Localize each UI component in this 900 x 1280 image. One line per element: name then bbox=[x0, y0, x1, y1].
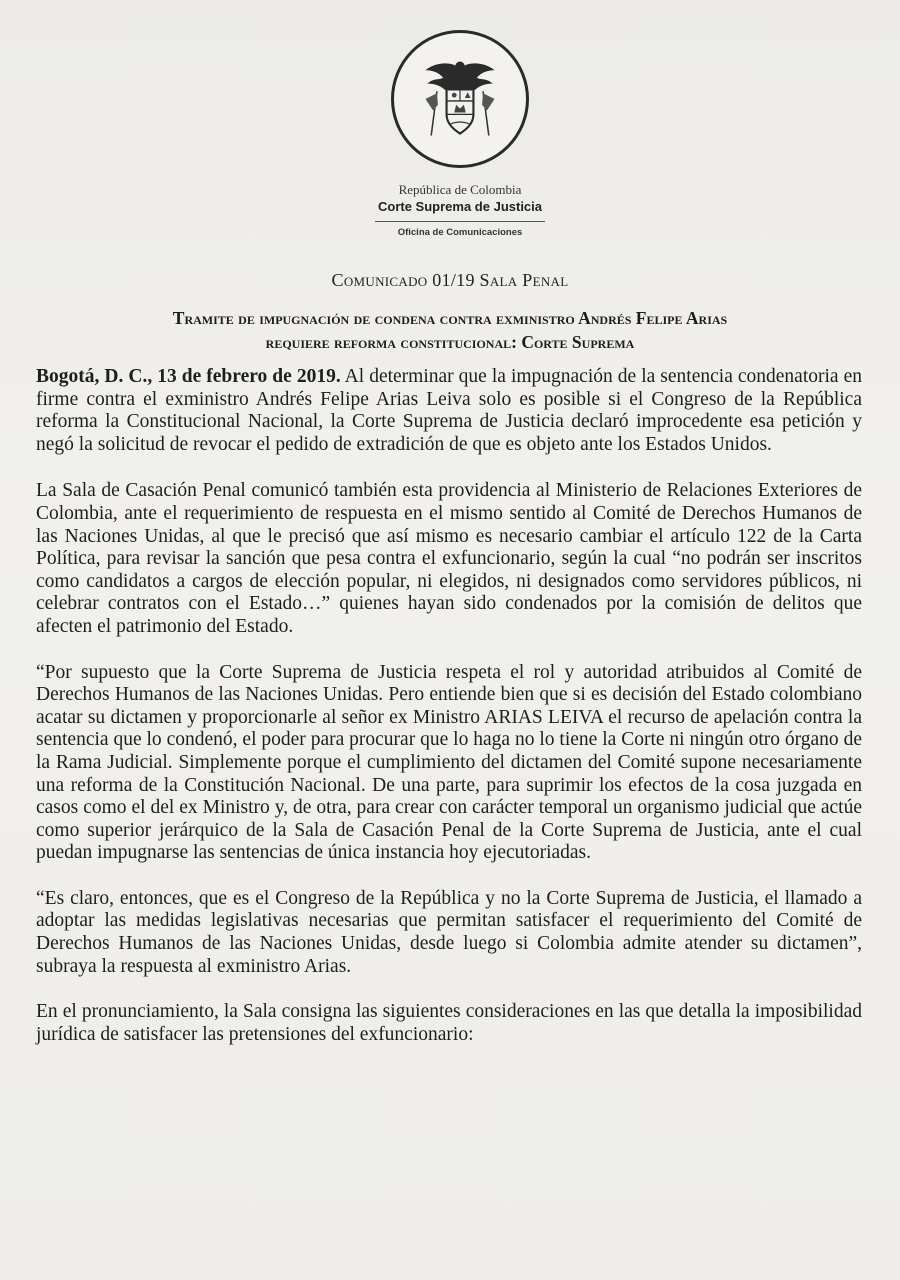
paragraph-2: La Sala de Casación Penal comunicó también esta providencia al Ministerio de Relaciones Exteriores de Colombia, ante el requerimiento de respuesta en el mismo sentido al Comité de Derechos Humanos de las Naciones Unidas, al que le precisó que así mismo es necesario cambiar el artículo 122 de la Carta Política, para revisar la sanción que pesa contra el exfuncionario, según la cual “no podrán ser inscritos como candidatos a cargos de elección popular, ni elegidos, ni designados como servidores públicos, ni celebrar contratos con el Estado…” quienes hayan sido condenados por la comisión de delitos que afecten el patrimonio del Estado. bbox=[36, 480, 862, 637]
seal bbox=[391, 30, 529, 168]
colombia-coat-of-arms-icon bbox=[412, 51, 508, 147]
paragraph-1-text: Al determinar que la impugnación de la sentencia condenatoria en firme contra el exministro Andrés Felipe Arias Leiva solo es posible si el Congreso de la República reforma la Constitucional Nacional, la Corte Suprema de Justicia declaró improcedente esa petición y negó la solicitud de revocar el pedido de extradición de que es objeto ante los Estados Unidos. bbox=[36, 366, 863, 455]
dateline: Bogotá, D. C., 13 de febrero de 2019. bbox=[36, 366, 341, 387]
article-body bbox=[36, 366, 862, 1069]
paragraph-1 bbox=[36, 366, 862, 456]
court-name: Corte Suprema de Justicia bbox=[378, 199, 542, 214]
republic-label: República de Colombia bbox=[398, 182, 522, 197]
header-divider bbox=[375, 221, 545, 222]
headline-line-1: Tramite de impugnación de condena contra exministro Andrés Felipe Arias bbox=[172, 308, 728, 328]
paragraph-3: “Por supuesto que la Corte Suprema de Justicia respeta el rol y autoridad atribuidos al Comité de Derechos Humanos de las Naciones Unidas. Pero entiende bien que si es decisión del Estado colombiano acatar su dictamen y proporcionarle al señor ex Ministro ARIAS LEIVA el recurso de apelación contra la sentencia que lo condenó, el poder para procurar que lo haga no lo tiene la Corte ni ningún otro órgano de la Rama Judicial. Simplemente porque el cumplimiento del dictamen del Comité supone necesariamente una reforma de la Constitución Nacional. De una parte, para suprimir los efectos de la cosa juzgada en casos como el del ex Ministro y, de otra, para crear con carácter temporal un organismo judicial que actúe como superior jerárquico de la Sala de Casación Penal de la Corte Suprema de Justicia, ante el cual puedan impugnarse las sentencias de única instancia hoy ejecutoriadas. bbox=[36, 661, 862, 864]
comunicado-number: Comunicado 01/19 Sala Penal bbox=[331, 270, 569, 290]
paragraph-4: “Es claro, entonces, que es el Congreso de la República y no la Corte Suprema de Justicia, el llamado a adoptar las medidas legislativas necesarias que permitan satisfacer el requerimiento del Comité de Derechos Humanos de las Naciones Unidas, desde luego si Colombia admite atender su dictamen”, subraya la respuesta al exministro Arias. bbox=[36, 887, 862, 977]
headline bbox=[40, 306, 860, 354]
headline-line-2: requiere reforma constitucional: Corte Suprema bbox=[265, 332, 635, 352]
paragraph-5: En el pronunciamiento, la Sala consigna las siguientes consideraciones en las que detalla la imposibilidad jurídica de satisfacer las pretensiones del exfuncionario: bbox=[36, 1001, 862, 1045]
office-label: Oficina de Comunicaciones bbox=[397, 227, 523, 238]
letterhead bbox=[300, 30, 620, 238]
